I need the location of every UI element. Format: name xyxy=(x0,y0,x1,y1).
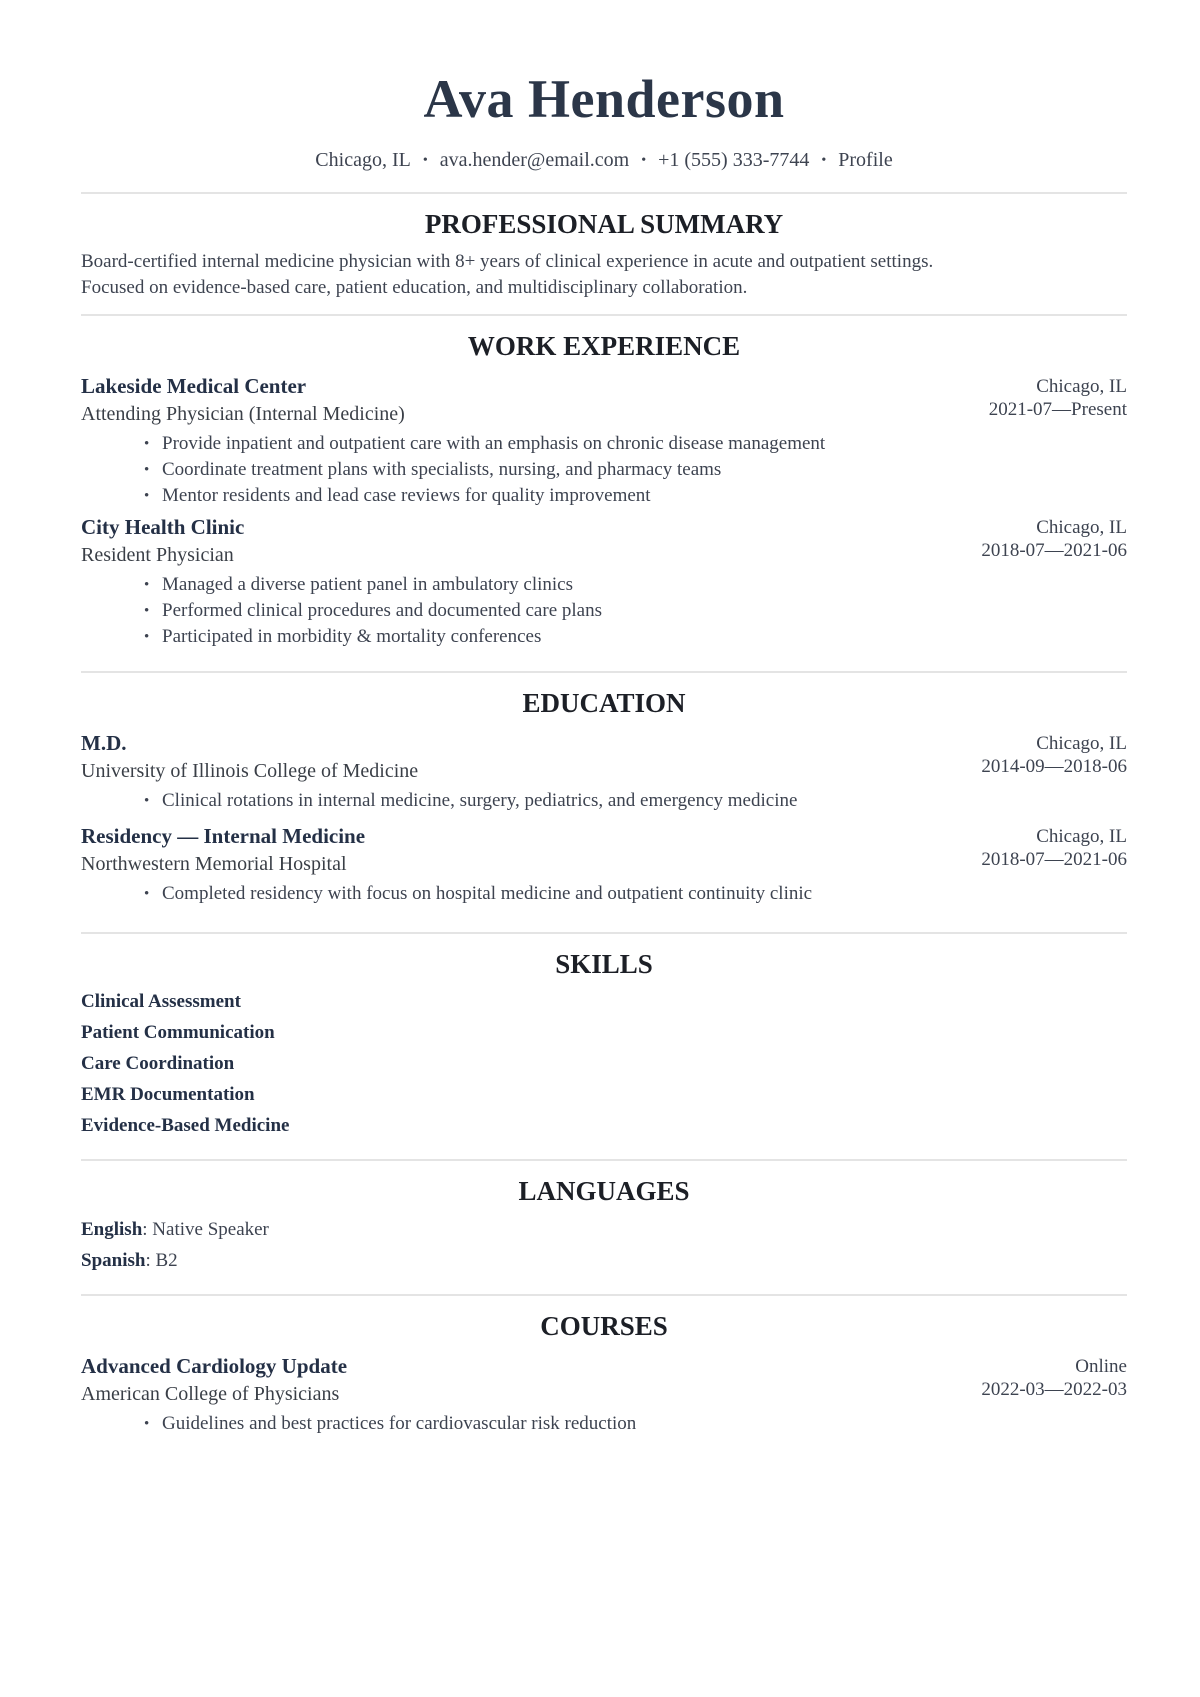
contact-phone-link[interactable]: +1 (555) 333-7744 xyxy=(658,149,810,171)
entry-meta xyxy=(981,825,1127,871)
entry-location: Chicago, IL xyxy=(1036,517,1127,538)
languages-heading: LANGUAGES xyxy=(518,1176,690,1206)
bullet-item: • Performed clinical procedures and documented care plans xyxy=(144,598,1127,624)
separator-dot: • xyxy=(821,153,827,168)
bullet-list xyxy=(81,1411,1127,1437)
summary-text xyxy=(81,249,1127,301)
contact-location: Chicago, IL xyxy=(315,149,411,171)
school-name: University of Illinois College of Medicine xyxy=(81,760,419,782)
school-name: Northwestern Memorial Hospital xyxy=(81,853,347,875)
section-divider xyxy=(81,314,1127,316)
course-provider: American College of Physicians xyxy=(81,1383,340,1405)
candidate-name: Ava Henderson xyxy=(423,69,785,129)
education-entry xyxy=(81,730,1127,814)
summary-heading: PROFESSIONAL SUMMARY xyxy=(424,209,784,239)
bullet-item: • Clinical rotations in internal medicine, surgery, pediatrics, and emergency medicine xyxy=(144,788,1127,814)
skills-heading: SKILLS xyxy=(555,949,653,979)
degree-name: Residency — Internal Medicine xyxy=(81,824,366,848)
employer-name: Lakeside Medical Center xyxy=(81,374,307,398)
bullet-list xyxy=(81,881,1127,907)
contact-email-link[interactable]: ava.hender@email.com xyxy=(439,149,630,171)
bullet-item: • Participated in morbidity & mortality conferences xyxy=(144,624,1127,650)
employer-name: City Health Clinic xyxy=(81,515,245,539)
education-heading: EDUCATION xyxy=(522,688,686,718)
section-divider xyxy=(81,192,1127,194)
entry-dates: 2014-09—2018-06 xyxy=(981,756,1127,777)
entry-dates: 2021-07—Present xyxy=(988,399,1127,420)
entry-location: Chicago, IL xyxy=(1036,733,1127,754)
language-level: B2 xyxy=(155,1250,178,1271)
profile-link[interactable]: Profile xyxy=(838,149,893,171)
entry-meta xyxy=(981,732,1127,778)
skill-item: Care Coordination xyxy=(81,1053,235,1074)
bullet-item: • Coordinate treatment plans with specialists, nursing, and pharmacy teams xyxy=(144,457,1127,483)
entry-meta xyxy=(981,1355,1127,1401)
entry-dates: 2022-03—2022-03 xyxy=(981,1379,1127,1400)
entry-location: Online xyxy=(1075,1356,1127,1377)
language-name: Spanish xyxy=(81,1250,146,1271)
separator-dot: • xyxy=(422,153,428,168)
degree-name: M.D. xyxy=(81,731,127,755)
skill-item: Evidence-Based Medicine xyxy=(81,1115,290,1136)
job-title: Resident Physician xyxy=(81,544,234,566)
entry-dates: 2018-07—2021-06 xyxy=(981,849,1127,870)
section-divider xyxy=(81,932,1127,934)
course-entry xyxy=(81,1353,1127,1437)
bullet-item: • Guidelines and best practices for cardiovascular risk reduction xyxy=(144,1411,1127,1437)
language-item: Spanish: B2 xyxy=(81,1250,178,1271)
skill-item: Patient Communication xyxy=(81,1022,275,1043)
experience-entry xyxy=(81,373,1127,509)
section-divider xyxy=(81,1294,1127,1296)
entry-location: Chicago, IL xyxy=(1036,376,1127,397)
language-name: English xyxy=(81,1219,143,1240)
entry-meta xyxy=(989,375,1127,421)
skill-item: Clinical Assessment xyxy=(81,991,241,1012)
job-title: Attending Physician (Internal Medicine) xyxy=(81,403,405,425)
skill-item: EMR Documentation xyxy=(81,1084,255,1105)
experience-entry xyxy=(81,514,1127,650)
experience-heading: WORK EXPERIENCE xyxy=(467,331,741,361)
bullet-item: • Managed a diverse patient panel in ambulatory clinics xyxy=(144,572,1127,598)
education-entry xyxy=(81,823,1127,907)
section-divider xyxy=(81,671,1127,673)
language-level: Native Speaker xyxy=(152,1219,269,1240)
bullet-item: • Mentor residents and lead case reviews for quality improvement xyxy=(144,483,1127,509)
entry-location: Chicago, IL xyxy=(1036,826,1127,847)
bullet-list xyxy=(81,788,1127,814)
language-item: English: Native Speaker xyxy=(81,1219,269,1240)
bullet-list xyxy=(81,572,1127,650)
bullet-item: • Provide inpatient and outpatient care with an emphasis on chronic disease management xyxy=(144,431,1127,457)
entry-meta xyxy=(981,516,1127,562)
courses-heading: COURSES xyxy=(540,1311,668,1341)
summary-line: Board-certified internal medicine physician with 8+ years of clinical experience in acute and outpatient settings. xyxy=(81,251,934,272)
section-divider xyxy=(81,1159,1127,1161)
bullet-item: • Completed residency with focus on hospital medicine and outpatient continuity clinic xyxy=(144,881,1127,907)
contact-line xyxy=(81,148,1127,173)
course-name: Advanced Cardiology Update xyxy=(81,1354,348,1378)
separator-dot: • xyxy=(641,153,647,168)
bullet-list xyxy=(81,431,1127,509)
summary-line: Focused on evidence-based care, patient education, and multidisciplinary collaboration. xyxy=(81,277,748,298)
entry-dates: 2018-07—2021-06 xyxy=(981,540,1127,561)
